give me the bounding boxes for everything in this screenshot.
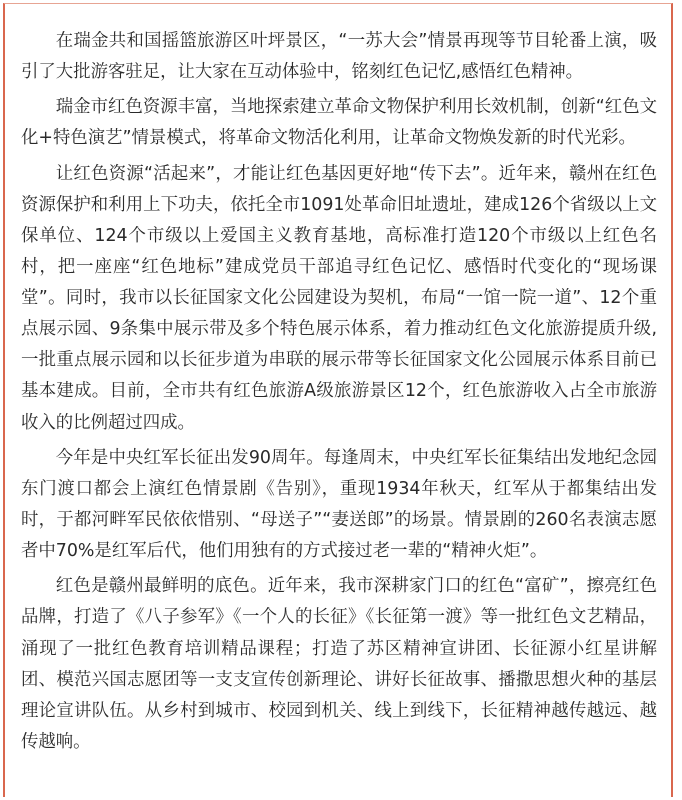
paragraph-ruijin-scenic: 在瑞金共和国摇篮旅游区叶坪景区，“一苏大会”情景再现等节目轮番上演，吸引了大批游客驻足，让大家在互动体验中，铭刻红色记忆,感悟红色精神。 bbox=[21, 31, 657, 83]
paragraph-long-march: 今年是中央红军长征出发90周年。每逢周末，中央红军长征集结出发地纪念园东门渡口都会上演红色情景剧《告别》，重现1934年秋天，红军从于都集结出发时，于都河畔军民依依惜别、“母送子”“妻送郎”的场景。情景剧的260名表演志愿者中70%是红军后代，他们用独有的方式接过老一辈的“精神火炬”。 bbox=[21, 447, 657, 562]
paragraph-red-brand: 红色是赣州最鲜明的底色。近年来，我市深耕家门口的红色“富矿”，擦亮红色品牌，打造了《八子参军》《一个人的长征》《长征第一渡》等一批红色文艺精品，涌现了一批红色教育培训精品课程；打造了苏区精神宣讲团、长征源小红星讲解团、模范兴国志愿团等一支支宣传创新理论、讲好长征故事、播撒思想火种的基层理论宣讲队伍。从乡村到城市、校园到机关、线上到线下，长征精神越传越远、越传越响。 bbox=[21, 576, 657, 752]
article-body bbox=[3, 3, 673, 797]
paragraph-ruijin-resources: 瑞金市红色资源丰富，当地探索建立革命文物保护利用长效机制，创新“红色文化+特色演艺”情景模式，将革命文物活化利用，让革命文物焕发新的时代光彩。 bbox=[21, 97, 657, 149]
paragraph-red-resources: 让红色资源“活起来”，才能让红色基因更好地“传下去”。近年来，赣州在红色资源保护和利用上下功夫，依托全市1091处革命旧址遗址，建成126个省级以上文保单位、124个市级以上爱国主义教育基地，高标准打造120个市级以上红色名村，把一座座“红色地标”建成党员干部追寻红色记忆、感悟时代变化的“现场课堂”。同时，我市以长征国家文化公园建设为契机，布局“一馆一院一道”、12个重点展示园、9条集中展示带及多个特色展示体系，着力推动红色文化旅游提质升级,一批重点展示园和以长征步道为串联的展示带等长征国家文化公园展示体系目前已基本建成。目前，全市共有红色旅游A级旅游景区12个，红色旅游收入占全市旅游收入的比例超过四成。 bbox=[21, 163, 657, 433]
